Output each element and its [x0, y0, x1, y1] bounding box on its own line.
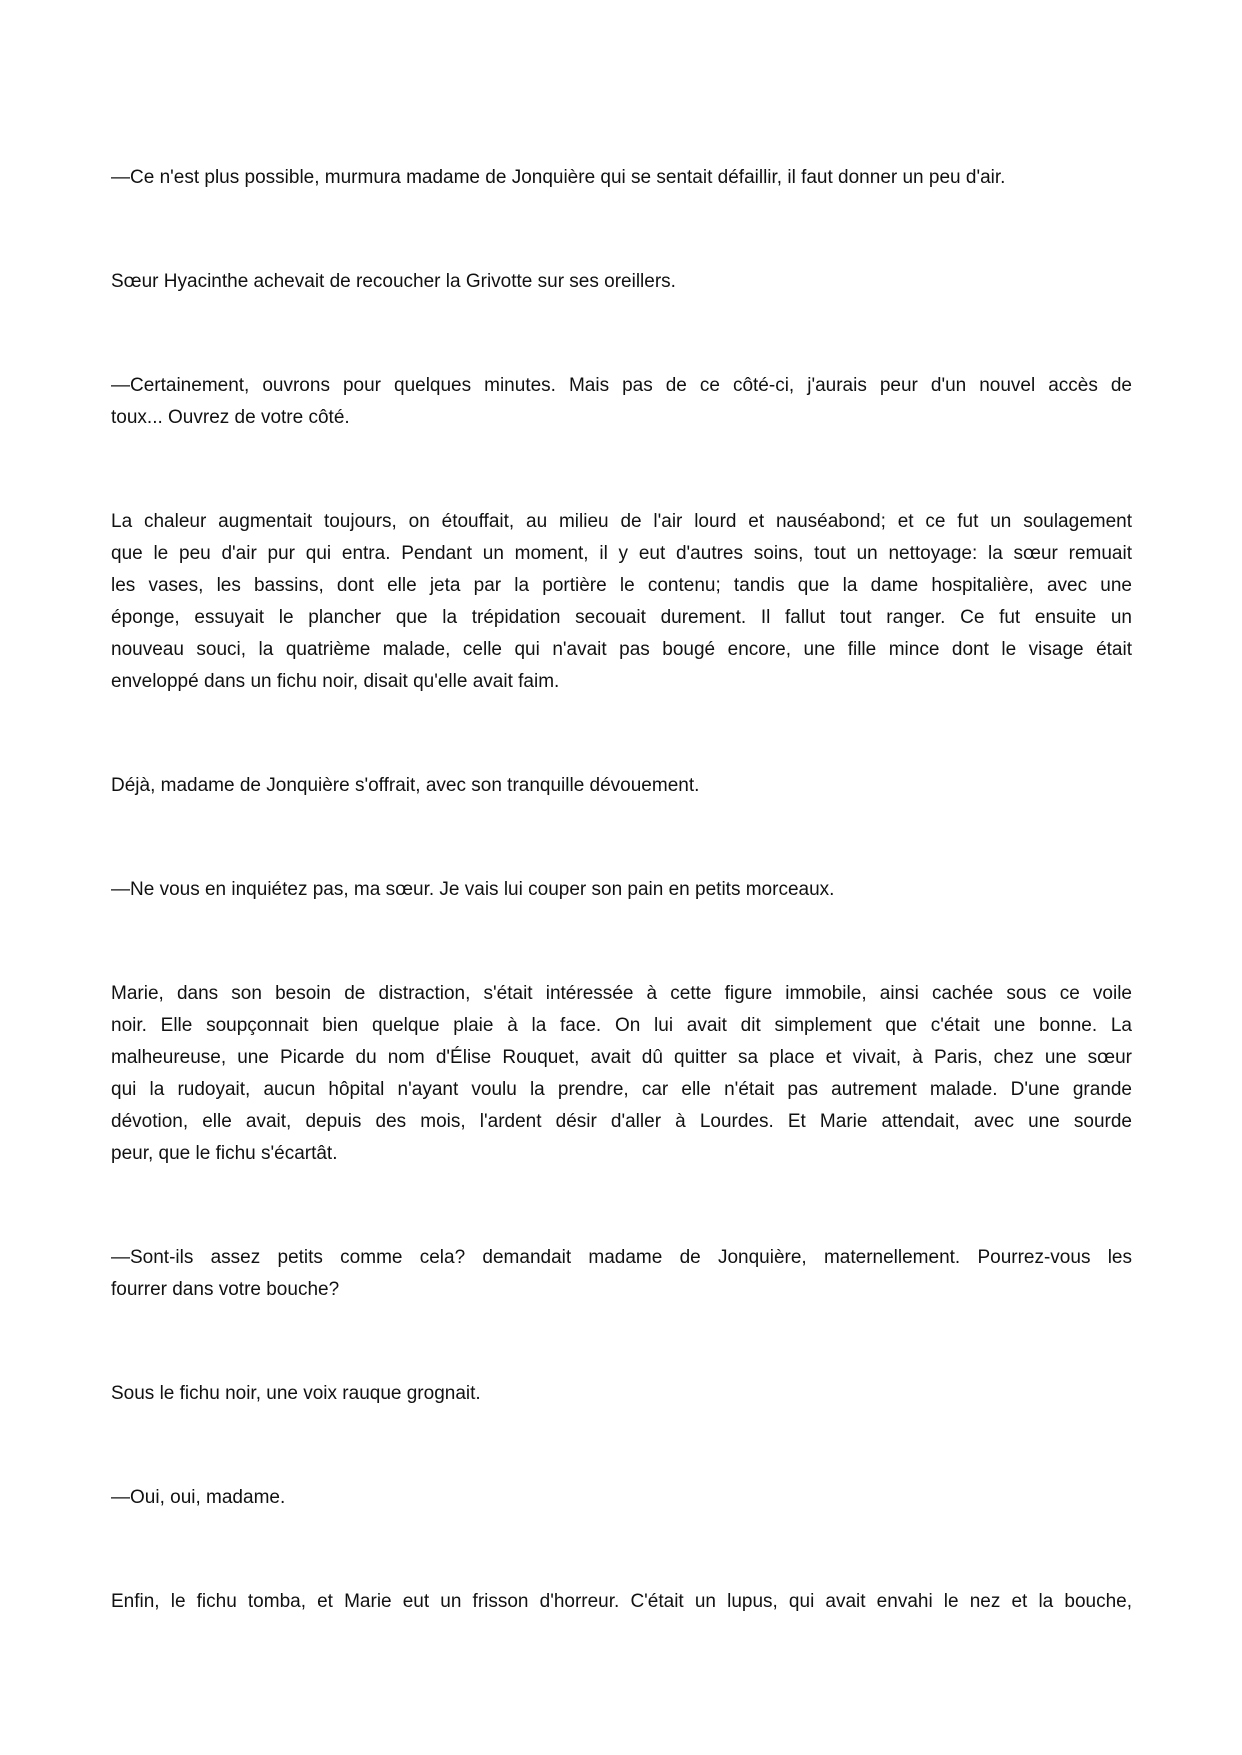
text-line: éponge, essuyait le plancher que la trépidation secouait durement. Il fallut tout ranger. Ce fut ensuite un: [111, 607, 1132, 628]
paragraph: [111, 1378, 1132, 1410]
text-line: nouveau souci, la quatrième malade, celle qui n'avait pas bougé encore, une fille mince dont le visage était: [111, 639, 1132, 660]
text-line: Sœur Hyacinthe achevait de recoucher la Grivotte sur ses oreillers.: [111, 271, 676, 292]
text-line: —Sont-ils assez petits comme cela? demandait madame de Jonquière, maternellement. Pourrez-vous les: [111, 1247, 1132, 1268]
text-line: —Ne vous en inquiétez pas, ma sœur. Je vais lui couper son pain en petits morceaux.: [111, 879, 835, 900]
text-line: Enfin, le fichu tomba, et Marie eut un frisson d'horreur. C'était un lupus, qui avait envahi le nez et la bouche,: [111, 1591, 1132, 1612]
paragraph: [111, 874, 1132, 906]
paragraph: [111, 506, 1132, 698]
paragraph: [111, 370, 1132, 434]
text-line: —Certainement, ouvrons pour quelques minutes. Mais pas de ce côté-ci, j'aurais peur d'un nouvel accès de: [111, 375, 1132, 396]
text-line: fourrer dans votre bouche?: [111, 1279, 340, 1300]
paragraph: [111, 770, 1132, 802]
text-line: malheureuse, une Picarde du nom d'Élise Rouquet, avait dû quitter sa place et vivait, à Paris, chez une sœur: [111, 1047, 1132, 1068]
text-line: Marie, dans son besoin de distraction, s'était intéressée à cette figure immobile, ainsi cachée sous ce voile: [111, 983, 1132, 1004]
text-line: qui la rudoyait, aucun hôpital n'ayant voulu la prendre, car elle n'était pas autrement malade. D'une grande: [111, 1079, 1132, 1100]
paragraph: [111, 266, 1132, 298]
text-line: peur, que le fichu s'écartât.: [111, 1143, 338, 1164]
text-line: noir. Elle soupçonnait bien quelque plaie à la face. On lui avait dit simplement que c'était une bonne. La: [111, 1015, 1132, 1036]
text-line: —Ce n'est plus possible, murmura madame de Jonquière qui se sentait défaillir, il faut donner un peu d'air.: [111, 167, 1006, 188]
text-line: enveloppé dans un fichu noir, disait qu'elle avait faim.: [111, 671, 560, 692]
text-line: les vases, les bassins, dont elle jeta par la portière le contenu; tandis que la dame hospitalière, avec une: [111, 575, 1132, 596]
paragraph: [111, 978, 1132, 1170]
text-line: dévotion, elle avait, depuis des mois, l'ardent désir d'aller à Lourdes. Et Marie attendait, avec une sourde: [111, 1111, 1132, 1132]
paragraph: [111, 1586, 1132, 1618]
text-line: toux... Ouvrez de votre côté.: [111, 407, 350, 428]
text-line: —Oui, oui, madame.: [111, 1487, 286, 1508]
text-line: La chaleur augmentait toujours, on étouffait, au milieu de l'air lourd et nauséabond; et ce fut un soulagement: [111, 511, 1132, 532]
paragraph: [111, 162, 1132, 194]
text-line: Sous le fichu noir, une voix rauque grognait.: [111, 1383, 481, 1404]
document-page: [111, 162, 1132, 1690]
paragraph: [111, 1242, 1132, 1306]
paragraph: [111, 1482, 1132, 1514]
text-line: que le peu d'air pur qui entra. Pendant un moment, il y eut d'autres soins, tout un nettoyage: la sœur remuait: [111, 543, 1132, 564]
text-line: Déjà, madame de Jonquière s'offrait, avec son tranquille dévouement.: [111, 775, 700, 796]
